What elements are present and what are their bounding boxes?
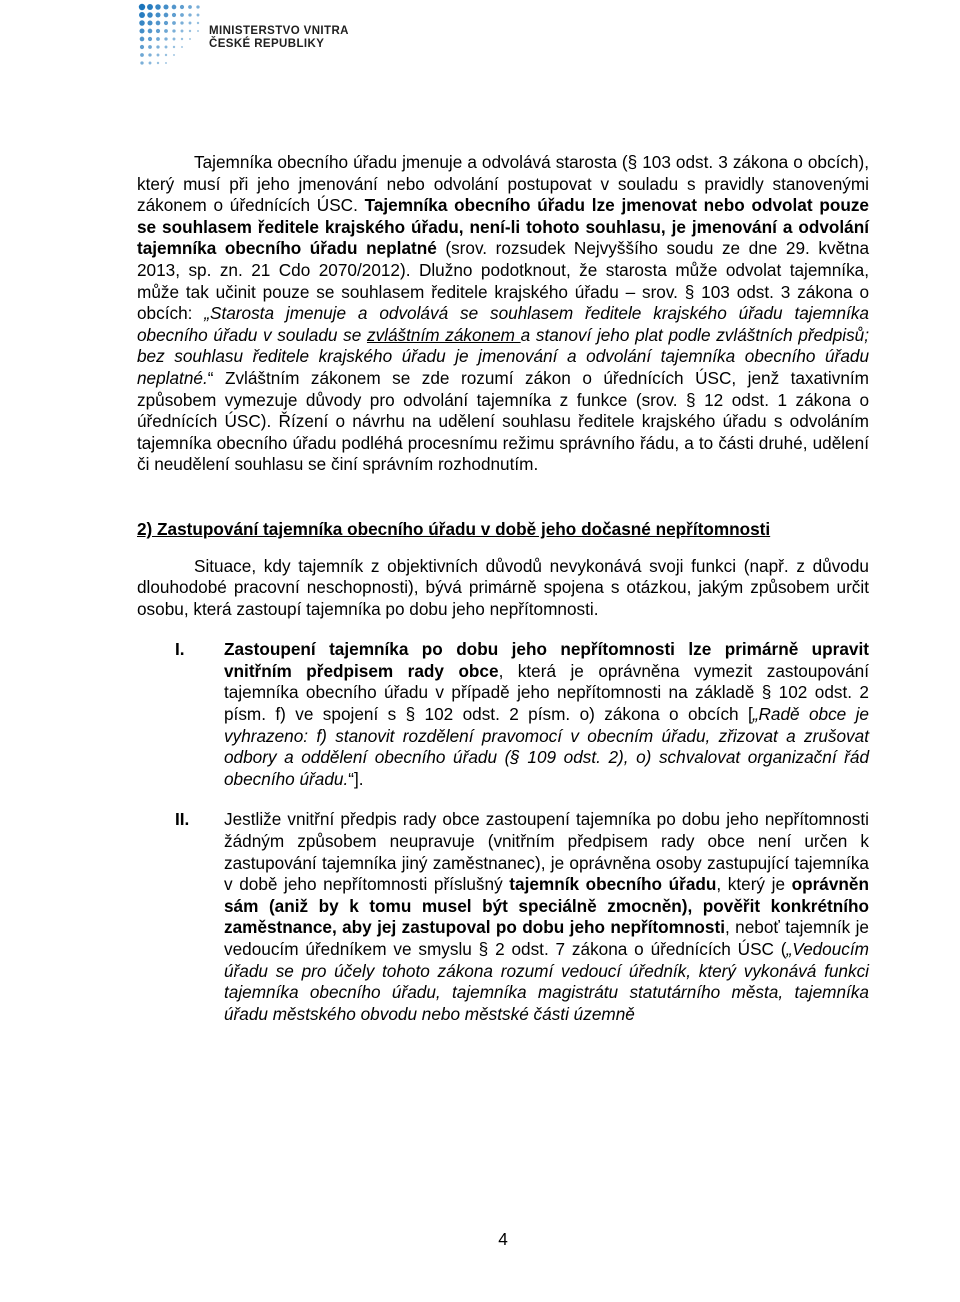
paragraph-appointment <box>137 152 869 476</box>
logo-dot <box>140 37 145 42</box>
text-run: 102 odst. 2 písm. o) zákona o obcích [ <box>415 704 753 725</box>
logo-dot <box>172 21 176 25</box>
text-run: “ Zvláštním zákonem se zde rozumí zákon o úřednících ÚSC, jenž taxativním způsobem vymezuje důvody pro odvolání tajemníka z funkce (srov. <box>137 367 869 410</box>
underlined-italic-run: zvláštním zákonem <box>366 324 521 345</box>
logo-dot <box>147 20 152 25</box>
section-symbol: § <box>627 152 638 172</box>
section-symbol: § <box>405 704 416 725</box>
text-run: 12 odst. 1 zákona o úřednících ÚSC). Řízení o návrhu na udělení souhlasu ředitele krajského úřadu s odvoláním tajemníka obecního úřadu podléhá procesnímu režimu správního řádu, a to části druhé, udělení či neudělení souhlasu se činí správním rozhodnutím. <box>137 389 870 475</box>
text-run: 102 odst. 2 písm. f) ve spojení s <box>224 682 869 725</box>
logo-dot <box>156 21 161 26</box>
logo-dot <box>165 62 167 64</box>
logo-dot <box>147 4 153 10</box>
italic-quote: 109 odst. 2), o) schvalovat organizační řád obecního úřadu. <box>224 747 870 789</box>
text-run: “]. <box>348 768 364 789</box>
logo-dot <box>189 22 192 25</box>
text-run: Jestliže vnitřní předpis rady obce zastoupení tajemníka po dobu jeho nepřítomnosti žádným způsobem neupravuje (vnitřním předpisem rady obce není určen k zastupování tajemníka jiný zaměstnanec), je oprávněna osoby zastupující tajemníka v době jeho nepřítomnosti příslušný <box>224 809 869 895</box>
logo-dot <box>140 45 144 49</box>
logo-dot <box>157 62 159 64</box>
italic-quote: „Vedoucím úřadu se pro účely tohoto zákona rozumí vedoucí úředník, který vykonává funkci tajemníka obecního úřadu, tajemníka magistrátu statutárního města, tajemníka úřadu městského obvodu nebo městské části územně <box>224 939 869 1024</box>
list-item-number: I. <box>175 639 185 660</box>
logo-text <box>209 25 349 51</box>
logo-dot <box>173 46 175 48</box>
text-run: , neboť tajemník je vedoucím úředníkem ve smyslu <box>224 917 869 959</box>
list-item-number: II. <box>175 809 190 830</box>
logo-dot <box>165 54 167 56</box>
bold-run: Tajemníka obecního úřadu lze jmenovat nebo odvolat pouze se souhlasem ředitele krajského úřadu, není-li tohoto souhlasu, je jmenování a odvolání tajemníka obecního úřadu neplatné <box>137 195 869 259</box>
logo-dot <box>180 21 183 24</box>
logo-dot <box>140 53 144 57</box>
logo-dot <box>180 13 184 17</box>
logo-dot <box>181 46 183 48</box>
logo-dot <box>139 20 145 26</box>
text-run: (srov. rozsudek Nejvyššího soudu ze dne 29. května 2013, sp. zn. 21 Cdo 2070/2012). Dlužno podotknout, že starosta může odvolat tajemníka, může tak učinit pouze se souhlasem ředitele krajského úřadu – srov. <box>137 238 869 302</box>
text-run: 103 odst. 3 zákona o obcích: <box>137 281 869 324</box>
ministry-logo <box>137 2 377 66</box>
logo-dot <box>139 12 145 18</box>
logo-dot <box>173 38 176 41</box>
logo-dot <box>189 30 191 32</box>
text-run: , který je <box>716 874 792 895</box>
logo-dot <box>140 61 143 64</box>
section-symbol: § <box>478 939 489 959</box>
logo-dot <box>173 54 175 56</box>
logo-dot <box>139 4 145 10</box>
page-number: 4 <box>498 1229 508 1249</box>
logo-dot <box>156 45 159 48</box>
logo-dot <box>172 29 175 32</box>
section-symbol: § <box>761 682 772 703</box>
text-run: 2 odst. 7 zákona o úřednících ÚSC ( <box>488 939 787 959</box>
logo-line-1: MINISTERSTVO VNITRA <box>209 25 349 37</box>
logo-dot <box>172 13 176 17</box>
logo-dot <box>157 54 160 57</box>
logo-dot <box>164 13 169 18</box>
section-heading: 2) Zastupování tajemníka obecního úřadu v době jeho dočasné nepřítomnosti <box>137 518 771 539</box>
logo-dot <box>181 38 183 40</box>
logo-dot <box>148 29 153 34</box>
bold-run: oprávněn sám (aniž by k tomu musel být speciálně zmocněn), pověřit konkrétního zaměstnance, aby jej zastupoval po dobu jeho nepřítomnosti <box>224 874 869 938</box>
logo-dot <box>197 30 199 32</box>
logo-dot <box>156 29 160 33</box>
logo-dot <box>139 28 144 33</box>
logo-dot <box>148 53 151 56</box>
logo-line-2: ČESKÉ REPUBLIKY <box>209 38 325 50</box>
logo-dot <box>155 12 160 17</box>
list-item-text <box>224 639 869 790</box>
italic-quote: „Radě obce je vyhrazeno: f) stanovit rozdělení pravomocí v obecním úřadu, zřizovat a zrušovat odbory a oddělení obecního úřadu ( <box>224 704 869 768</box>
logo-dot <box>165 46 168 49</box>
paragraph-intro: Situace, kdy tajemník z objektivních důvodů nevykonává svoji funkci (např. z důvodu dlouhodobé pracovní neschopnosti), bývá primárně spojena s otázkou, jakým způsobem určit osobu, která zastoupí tajemníka po dobu jeho nepřítomnosti. <box>137 555 869 619</box>
text-run: 103 odst. 3 zákona o obcích), který musí při jeho jmenování nebo odvolání postupovat v souladu s pravidly stanovenými zákonem o úřednících ÚSC. <box>137 152 869 216</box>
logo-dot <box>196 5 199 8</box>
list-item-text <box>224 809 869 1025</box>
logo-dot <box>163 4 168 9</box>
section-symbol: § <box>684 281 695 302</box>
logo-dot <box>180 5 184 9</box>
logo-dot <box>148 37 152 41</box>
logo-dot <box>189 38 191 40</box>
logo-dot <box>188 13 191 16</box>
logo-dot <box>164 37 167 40</box>
list-item-2 <box>137 809 869 1025</box>
logo-dot <box>172 5 177 10</box>
logo-dot <box>188 5 192 9</box>
text-run: Tajemníka obecního úřadu jmenuje a odvolává starosta ( <box>194 152 628 172</box>
logo-dot <box>164 21 168 25</box>
section-symbol: § <box>510 747 520 768</box>
italic-quote: „Starosta jmenuje a odvolává se souhlasem ředitele krajského úřadu tajemníka obecního úřadu v souladu se <box>137 303 869 345</box>
logo-dot <box>149 62 152 65</box>
logo-dot <box>197 22 199 24</box>
logo-dot <box>156 37 160 41</box>
logo-dot <box>147 12 153 18</box>
italic-quote: a stanoví jeho plat podle zvláštních předpisů; bez souhlasu ředitele krajského úřadu je jmenování a odvolání tajemníka obecního úřadu neplatné. <box>137 324 869 388</box>
logo-dot <box>148 45 152 49</box>
logo-dot <box>164 29 168 33</box>
logo-dot <box>181 30 184 33</box>
document-body <box>137 152 869 1025</box>
logo-dot <box>197 14 200 17</box>
list-item-1 <box>137 639 869 790</box>
section-symbol: § <box>686 389 696 410</box>
logo-dot <box>155 4 161 10</box>
bold-run: Zastoupení tajemníka po dobu jeho nepřítomnosti lze primárně upravit vnitřním předpisem rady obce <box>224 639 869 681</box>
ministry-dots-logo-icon <box>137 2 207 66</box>
bold-run: tajemník obecního úřadu <box>509 874 717 895</box>
text-run: , která je oprávněna vymezit zastoupování tajemníka obecního úřadu v případě jeho nepřítomnosti na základě <box>224 660 870 703</box>
